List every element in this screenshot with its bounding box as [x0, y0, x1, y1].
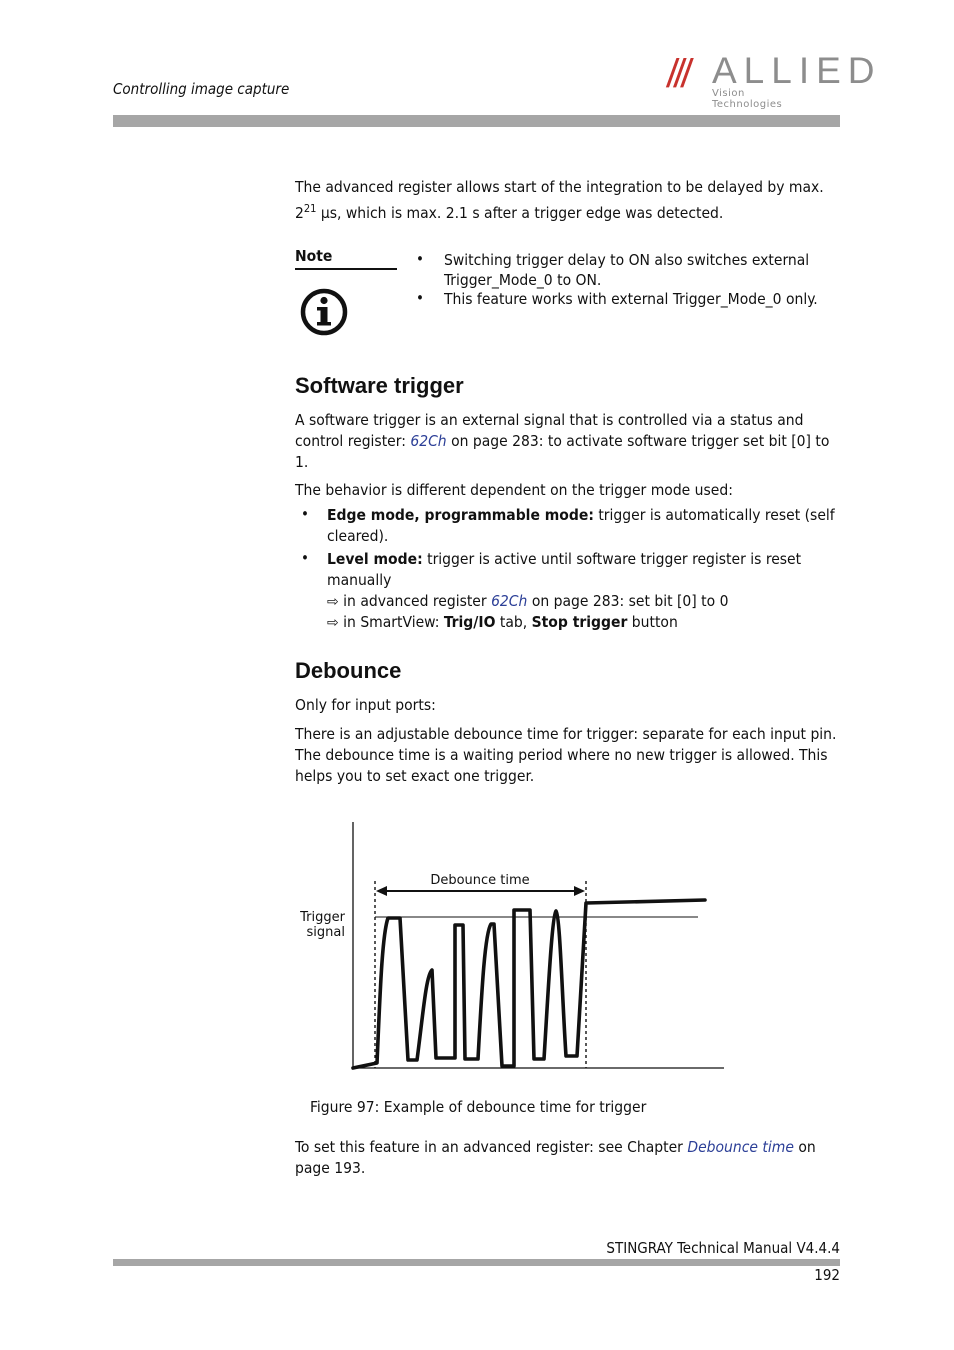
note-bullet-2-dot: • [416, 289, 424, 307]
figure-caption: Figure 97: Example of debounce time for trigger [310, 1098, 647, 1116]
note-bullet-1-dot: • [416, 250, 424, 268]
label-trigger: Trigger [300, 910, 345, 925]
logo-slashes: /// [665, 52, 691, 96]
debounce-paragraph-2: There is an adjustable debounce time for trigger: separate for each input pin. The debounce time is a waiting period where no new trigger is allowed. This helps you to set exact one trigger. [295, 725, 837, 785]
bullet-edge-mode-dot: • [301, 505, 309, 523]
arrow-right-head [574, 886, 585, 896]
bullet-level-mode: Level mode: trigger is active until software trigger register is reset manually [327, 550, 802, 589]
note-item-2: This feature works with external Trigger_Mode_0 only. [444, 290, 818, 308]
trigger-signal-waveform [353, 900, 705, 1068]
arrow-right-icon: ⇨ [327, 594, 339, 610]
software-trigger-paragraph-2: The behavior is different dependent on the trigger mode used: [295, 481, 733, 499]
bullet-edge-mode: Edge mode, programmable mode: trigger is automatically reset (self cleared). [327, 506, 835, 545]
logo-wordmark: ALLIED [712, 50, 882, 91]
note-item-1: Switching trigger delay to ON also switches external Trigger_Mode_0 to ON. [444, 251, 810, 289]
debounce-paragraph-3: To set this feature in an advanced register: see Chapter Debounce time on page 193. [295, 1138, 816, 1177]
arrow-right-icon: ⇨ [327, 615, 339, 631]
logo-subtitle: Vision Technologies [712, 88, 783, 110]
sub-item-smartview: ⇨ in SmartView: Trig/IO tab, Stop trigger button [327, 613, 678, 631]
note-underline [295, 268, 397, 270]
debounce-paragraph-1: Only for input ports: [295, 696, 436, 714]
heading-software-trigger: Software trigger [295, 373, 464, 398]
footer-manual-title: STINGRAY Technical Manual V4.4.4 [606, 1239, 840, 1257]
info-icon [300, 288, 348, 340]
label-signal: signal [306, 925, 345, 940]
link-debounce-time[interactable]: Debounce time [687, 1138, 794, 1156]
bullet-level-mode-dot: • [301, 549, 309, 567]
software-trigger-paragraph-1: A software trigger is an external signal that is controlled via a status and control register: 62Ch on page 283: to activate software trigger set bit [0] to 1. [295, 411, 830, 471]
link-62ch[interactable]: 62Ch [410, 432, 447, 450]
footer-rule [113, 1259, 840, 1266]
running-header-title: Controlling image capture [113, 80, 290, 98]
link-62ch-2[interactable]: 62Ch [491, 592, 528, 610]
heading-debounce: Debounce [295, 658, 402, 683]
intro-line-1: The advanced register allows start of the integration to be delayed by max. [295, 178, 824, 196]
exponent: 21 [303, 202, 317, 215]
sub-item-advanced-register: ⇨ in advanced register 62Ch on page 283: set bit [0] to 0 [327, 592, 729, 610]
intro-line-2: $2^{21}$ µs, which is max. 2.1 s after a trigger edge was detected. [295, 202, 724, 223]
label-debounce-time: Debounce time [430, 873, 530, 888]
intro-paragraph [295, 177, 845, 224]
note-label: Note [295, 247, 333, 265]
debounce-figure [290, 815, 735, 1080]
header-rule [113, 115, 840, 127]
arrow-left-head [376, 886, 387, 896]
page-number: 192 [814, 1266, 840, 1284]
